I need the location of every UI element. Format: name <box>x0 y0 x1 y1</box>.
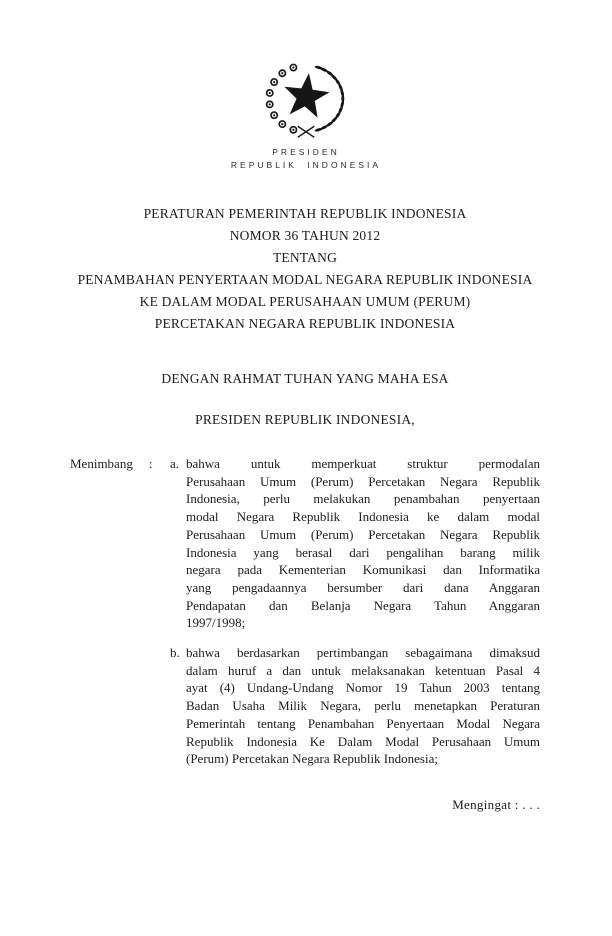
consideration-item-b <box>70 644 540 768</box>
item-a-line: bahwa untuk memperkuat struktur permodalan <box>186 456 540 471</box>
presiden-label: PRESIDEN <box>272 147 340 157</box>
item-b-line: Republik Indonesia Ke Dalam Modal Perusahaan Umum <box>186 733 540 749</box>
item-b-line: bahwa berdasarkan pertimbangan sebagaimana dimaksud <box>186 645 540 661</box>
item-a-line: Pendapatan dan Belanja Negara Tahun Anggaran <box>186 597 540 613</box>
star-wreath-emblem-icon <box>258 60 354 141</box>
subject-line-2: KE DALAM MODAL PERUSAHAAN UMUM (PERUM) <box>139 294 471 309</box>
letterhead <box>0 60 612 141</box>
item-b-line: dalam huruf a dan untuk melaksanakan ketentuan Pasal 4 <box>186 662 540 678</box>
item-a-line: modal Negara Republik Indonesia ke dalam modal <box>186 509 540 525</box>
regulation-title-block <box>70 203 540 335</box>
republik-indonesia-label: REPUBLIK INDONESIA <box>230 160 382 170</box>
item-b-text <box>186 644 540 768</box>
item-a-text <box>186 455 540 632</box>
item-a-line: Perusahaan Umum (Perum) Percetakan Negara Republik <box>186 526 540 542</box>
tentang-label: TENTANG <box>272 250 338 265</box>
subject-line-1: PENAMBAHAN PENYERTAAN MODAL NEGARA REPUBLIK INDONESIA <box>77 272 533 287</box>
menimbang-label-cell <box>70 455 170 473</box>
item-a-marker: a. <box>170 456 180 471</box>
item-b-line: Pemerintah tentang Penambahan Penyertaan Modal Negara <box>186 715 540 731</box>
item-a-line: 1997/1998; <box>186 615 246 631</box>
item-b-line: ayat (4) Undang-Undang Nomor 19 Tahun 2003 tentang <box>186 680 540 696</box>
considering-section <box>70 455 540 768</box>
regulation-type-line: PERATURAN PEMERINTAH REPUBLIK INDONESIA <box>143 206 467 221</box>
menimbang-label: Menimbang <box>70 456 133 471</box>
item-b-line: (Perum) Percetakan Negara Republik Indonesia; <box>186 751 438 767</box>
authority-line: PRESIDEN REPUBLIK INDONESIA, <box>195 412 415 427</box>
menimbang-separator: : <box>148 456 153 471</box>
item-a-line: negara pada Kementerian Komunikasi dan Informatika <box>186 562 540 578</box>
regulation-number-line: NOMOR 36 TAHUN 2012 <box>229 228 381 243</box>
item-a-line: Perusahaan Umum (Perum) Percetakan Negara Republik <box>186 473 540 489</box>
item-a-line: yang pengadaannya bersumber dari dana Anggaran <box>186 579 540 595</box>
item-b-marker: b. <box>170 645 180 661</box>
subject-line-3: PERCETAKAN NEGARA REPUBLIK INDONESIA <box>154 316 456 331</box>
item-a-line: Indonesia, perlu melakukan penambahan penyertaan <box>186 491 540 507</box>
item-a-line: Indonesia yang berasal dari pengalihan barang milik <box>186 544 540 560</box>
letterhead-org <box>0 146 612 172</box>
invocation-line: DENGAN RAHMAT TUHAN YANG MAHA ESA <box>161 371 449 386</box>
consideration-item-a <box>70 455 540 632</box>
item-b-line: Badan Usaha Milik Negara, perlu menetapkan Peraturan <box>186 698 540 714</box>
catchword-mengingat: Mengingat : . . . <box>452 797 540 812</box>
